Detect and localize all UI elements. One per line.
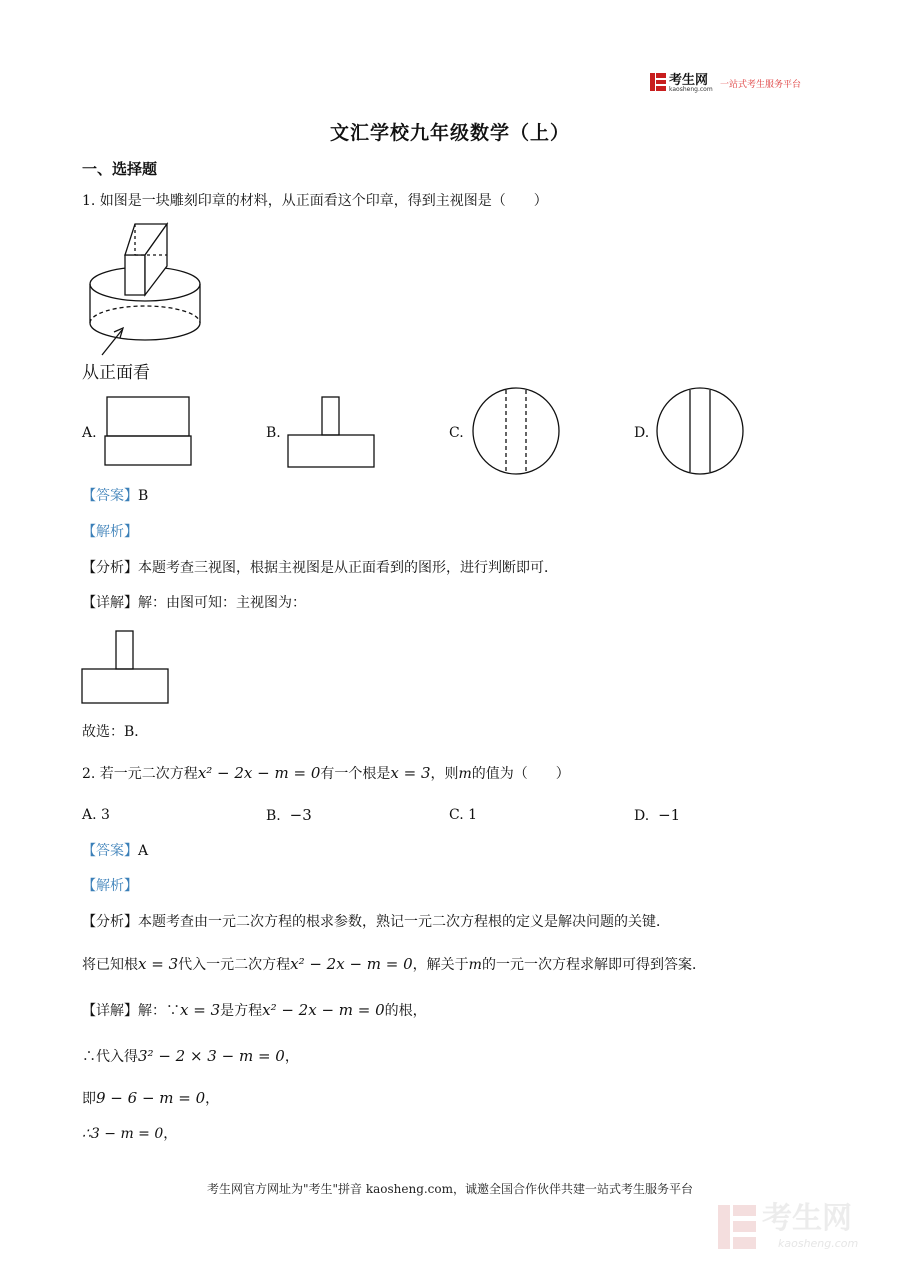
logo-domain: kaosheng.com [669,86,713,93]
q2-step2-eq: 9 − 6 − m = 0 [96,1089,206,1107]
page-title: 文汇学校九年级数学（上） [329,122,570,144]
q2-fenxi-text: 本题考查由一元二次方程的根求参数，熟记一元二次方程根的定义是解决问题的关键． [138,914,670,930]
q2-step3 [82,1124,177,1144]
q1-fenxi [82,558,558,578]
q1-option-a-label: A. [82,425,97,441]
q2-line2-c: ，解关于 [412,957,469,973]
q2-step1 [82,1046,299,1067]
q2-answer-tag: 【答案】 [82,843,138,859]
q2-option-b [266,805,312,826]
q2-step3-end: ， [163,1126,178,1142]
q2-xj1-b: 是方程 [220,1003,263,1019]
q2-equation: x² − 2x − m = 0 [197,764,321,782]
q1-seal-figure [80,222,220,362]
q1-solution-figure [81,630,171,706]
q1-xiangjie [82,593,306,613]
q1-answer-value: B [138,488,149,504]
q2-option-a: A. 3 [82,807,110,823]
logo-mark-icon [650,73,666,91]
q1-fenxi-text: 本题考查三视图，根据主视图是从正面看到的图形，进行判断即可． [138,560,558,576]
watermark-domain: kaosheng.com [778,1237,859,1250]
q2-xiangjie [82,1000,427,1021]
q2-fenxi-tag: 【分析】 [82,914,138,930]
q2-step2-end: ， [205,1091,220,1107]
q1-answer [82,486,148,506]
q2-xj1-a: 解：∵ [138,1003,180,1019]
q2-line2-eq: x² − 2x − m = 0 [290,955,413,973]
q2-xj1-root: x = 3 [180,1001,221,1019]
q1-xiangjie-text: 解：由图可知：主视图为： [138,595,306,611]
watermark [718,1203,888,1263]
q1-option-c-figure [472,388,564,480]
q2-line2-root: x = 3 [138,955,179,973]
q1-fenxi-tag: 【分析】 [82,560,138,576]
q1-view-label: 从正面看 [82,363,150,383]
q2-step2 [82,1088,219,1109]
q1-xiangjie-tag: 【详解】 [82,595,138,611]
watermark-logo-icon [718,1205,756,1249]
q2-line2-var: m [468,957,482,973]
q1-conclusion: 故选：B． [82,724,149,740]
q2-step2-a: 即 [82,1091,96,1107]
header-logo[interactable] [650,73,820,93]
q2-xj1-c: 的根， [384,1003,427,1019]
q2-root: x = 3 [390,764,431,782]
q2-option-d [634,805,680,826]
q1-option-c-label: C. [449,425,464,441]
q2-line2-b: 代入一元二次方程 [178,957,291,973]
logo-name: 考生网 [669,73,709,88]
q1-stem: 1. 如图是一块雕刻印章的材料，从正面看这个印章，得到主视图是（ ） [82,193,548,209]
q2-step3-eq: ∴3 − m = 0 [82,1126,164,1142]
q2-var: m [458,766,472,782]
q2-stem-mid2: ，则 [430,766,459,782]
q1-answer-tag: 【答案】 [82,488,138,504]
q2-fenxi [82,912,670,932]
q2-option-d-value: −1 [658,806,681,824]
footer-text: 考生网官方网址为"考生"拼音 kaosheng.com，诚邀全国合作伙伴共建一站式考生服务平台 [206,1182,694,1196]
q2-option-b-value: −3 [289,806,312,824]
q2-xj1-eq: x² − 2x − m = 0 [262,1001,385,1019]
q1-option-b-figure [287,396,379,468]
q2-option-b-label: B. [266,808,281,824]
watermark-text: 考生网 [762,1201,852,1236]
q2-answer-value: A [138,843,149,859]
q2-step1-eq: 3² − 2 × 3 − m = 0 [138,1047,285,1065]
q2-stem-mid1: 有一个根是 [320,766,391,782]
q2-stem-start: 2. 若一元二次方程 [82,766,198,782]
q2-answer [82,841,148,861]
q1-option-b-label: B. [266,425,281,441]
q2-analysis-tag: 【解析】 [82,878,138,894]
q2-stem-tail: 的值为（ ） [471,766,570,782]
q1-option-d-figure [656,388,748,480]
q2-step1-a: ∴代入得 [82,1049,138,1065]
q2-option-c: C. 1 [449,807,478,823]
q1-option-a-figure [104,396,196,468]
q2-line2-a: 将已知根 [82,957,138,973]
q1-analysis-tag: 【解析】 [82,524,138,540]
q2-option-d-label: D. [634,808,650,824]
logo-slogan: 一站式考生服务平台 [720,80,802,90]
q2-line2-d: 的一元一次方程求解即可得到答案． [481,957,706,973]
q2-step1-end: ， [284,1049,299,1065]
q1-option-d-label: D. [634,425,650,441]
q2-xiangjie-tag: 【详解】 [82,1003,138,1019]
section-heading: 一、选择题 [82,160,158,178]
q2-stem [82,763,570,784]
q2-fenxi-line2 [82,954,706,975]
